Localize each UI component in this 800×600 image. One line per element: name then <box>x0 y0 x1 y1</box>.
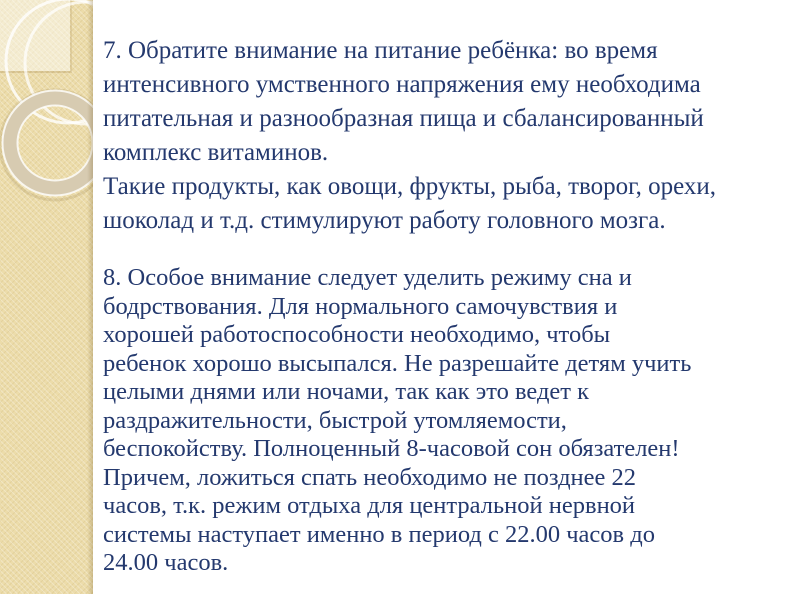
corner-square-shadow-right <box>70 0 72 73</box>
sidebar-edge-shadow <box>87 0 93 594</box>
paragraph-8 <box>103 264 795 578</box>
paragraph-7 <box>103 34 795 238</box>
text-line: интенсивного умственного напряжения ему необходима <box>103 71 701 98</box>
text-line: питательная и разнообразная пища и сбалансированный <box>103 105 704 132</box>
text-line: системы наступает именно в период с 22.00 часов до <box>103 520 655 548</box>
text-line: Такие продукты, как овощи, фрукты, рыба, творог, орехи, <box>103 173 716 200</box>
corner-square-shadow <box>0 71 70 73</box>
text-line: целыми днями или ночами, так как это ведет к <box>103 378 590 405</box>
decorative-sidebar <box>0 0 93 594</box>
text-line: хорошей работоспособности необходимо, чтобы <box>103 321 611 348</box>
text-line: Причем, ложиться спать необходимо не позднее 22 <box>103 463 637 491</box>
text-line: раздражительности, быстрой утомляемости, <box>103 406 567 434</box>
text-line: 7. Обратите внимание на питание ребёнка: во время <box>103 37 658 64</box>
text-line: часов, т.к. режим отдыха для центральной нервной <box>103 492 636 519</box>
text-line: шоколад и т.д. стимулируют работу головного мозга. <box>103 207 666 234</box>
circles-decoration <box>0 0 93 594</box>
text-line: 8. Особое внимание следует уделить режиму сна и <box>103 264 632 291</box>
slide-text-area <box>103 34 795 578</box>
text-line: беспокойству. Полноценный 8-часовой сон обязателен! <box>103 435 680 462</box>
text-line: комплекс витаминов. <box>103 139 329 166</box>
text-line: 24.00 часов. <box>103 549 229 576</box>
text-line: бодрствования. Для нормального самочувствия и <box>103 292 618 320</box>
text-line: ребенок хорошо высыпался. Не разрешайте детям учить <box>103 349 692 377</box>
